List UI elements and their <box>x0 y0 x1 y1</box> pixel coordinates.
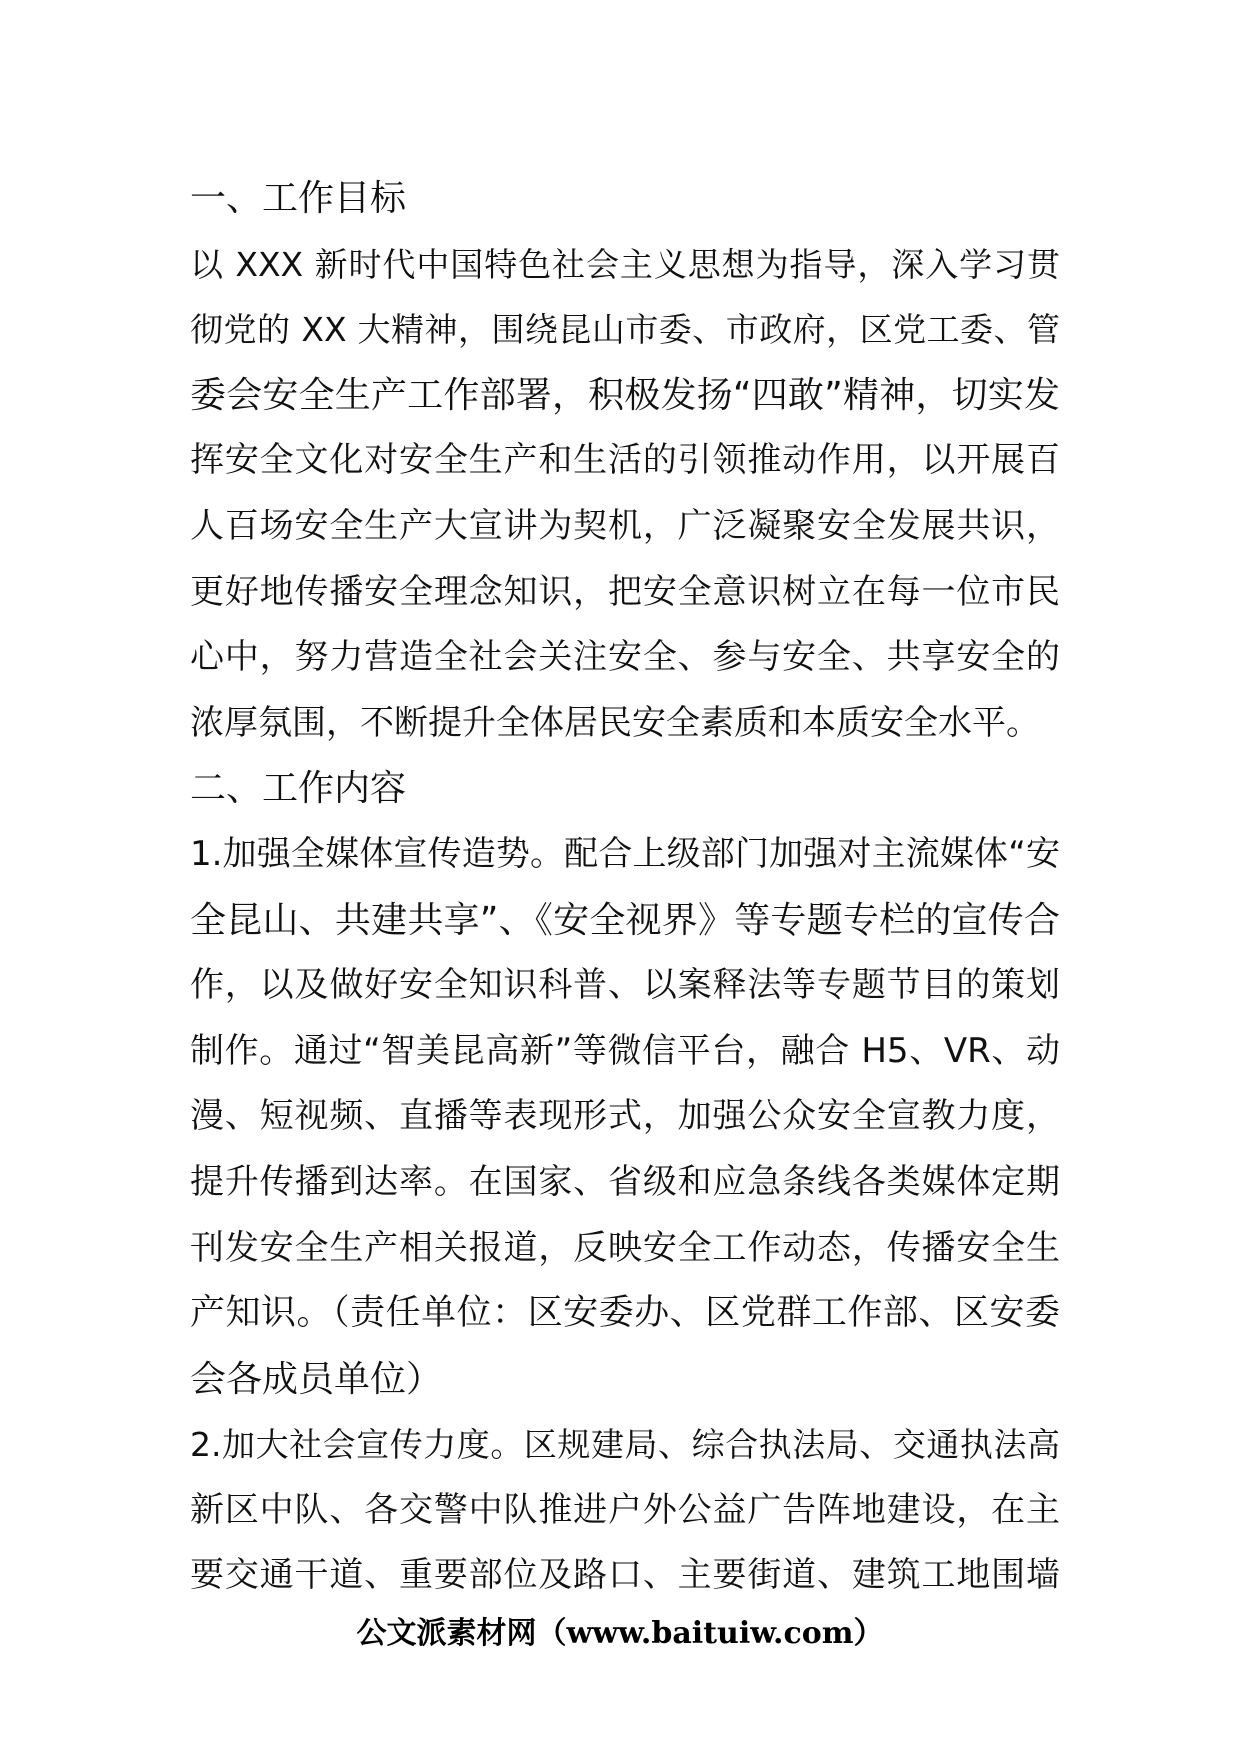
section-heading-goals: 一、工作目标 <box>190 178 407 219</box>
body-line: 心中，努力营造全社会关注安全、参与安全、共享安全的 <box>190 637 1060 678</box>
body-line: 2.加大社会宣传力度。区规建局、综合执法局、交通执法高 <box>190 1425 1060 1465</box>
body-line: 会各成员单位） <box>190 1358 443 1400</box>
body-line: 作，以及做好安全知识科普、以案释法等专题节目的策划 <box>190 965 1060 1006</box>
body-line: 产知识。（责任单位：区安委办、区党群工作部、区安委 <box>190 1293 1060 1334</box>
body-line: 全昆山、共建共享”、《安全视界》等专题专栏的宣传合 <box>190 899 1060 941</box>
body-line: 制作。通过“智美昆高新”等微信平台，融合 H5、VR、动 <box>190 1030 1060 1071</box>
footer-watermark: 公文派素材网（www.baituiw.com） <box>356 1616 884 1651</box>
section-heading-content: 二、工作内容 <box>190 768 407 810</box>
body-line: 提升传播到达率。在国家、省级和应急条线各类媒体定期 <box>190 1161 1060 1202</box>
body-line: 要交通干道、重要部位及路口、主要街道、建筑工地围墙 <box>190 1555 1060 1596</box>
body-line: 彻党的 XX 大精神，围绕昆山市委、市政府，区党工委、管 <box>190 310 1060 350</box>
document-body <box>190 166 1060 1609</box>
body-line: 浓厚氛围，不断提升全体居民安全素质和本质安全水平。 <box>190 702 1040 743</box>
body-line: 漫、短视频、直播等表现形式，加强公众安全宣教力度， <box>190 1096 1060 1137</box>
body-line: 1.加强全媒体宣传造势。配合上级部门加强对主流媒体“安 <box>190 833 1060 874</box>
body-line: 委会安全生产工作部署，积极发扬“四敢”精神，切实发 <box>190 374 1060 416</box>
body-line: 挥安全文化对安全生产和生活的引领推动作用，以开展百 <box>190 440 1060 481</box>
body-line: 新区中队、各交警中队推进户外公益广告阵地建设，在主 <box>190 1489 1060 1530</box>
body-line: 以 XXX 新时代中国特色社会主义思想为指导，深入学习贯 <box>190 244 1060 284</box>
body-line: 人百场安全生产大宣讲为契机，广泛凝聚安全发展共识， <box>190 505 1060 546</box>
body-line: 更好地传播安全理念知识，把安全意识树立在每一位市民 <box>190 571 1060 612</box>
body-line: 刊发安全生产相关报道，反映安全工作动态，传播安全生 <box>190 1227 1060 1268</box>
